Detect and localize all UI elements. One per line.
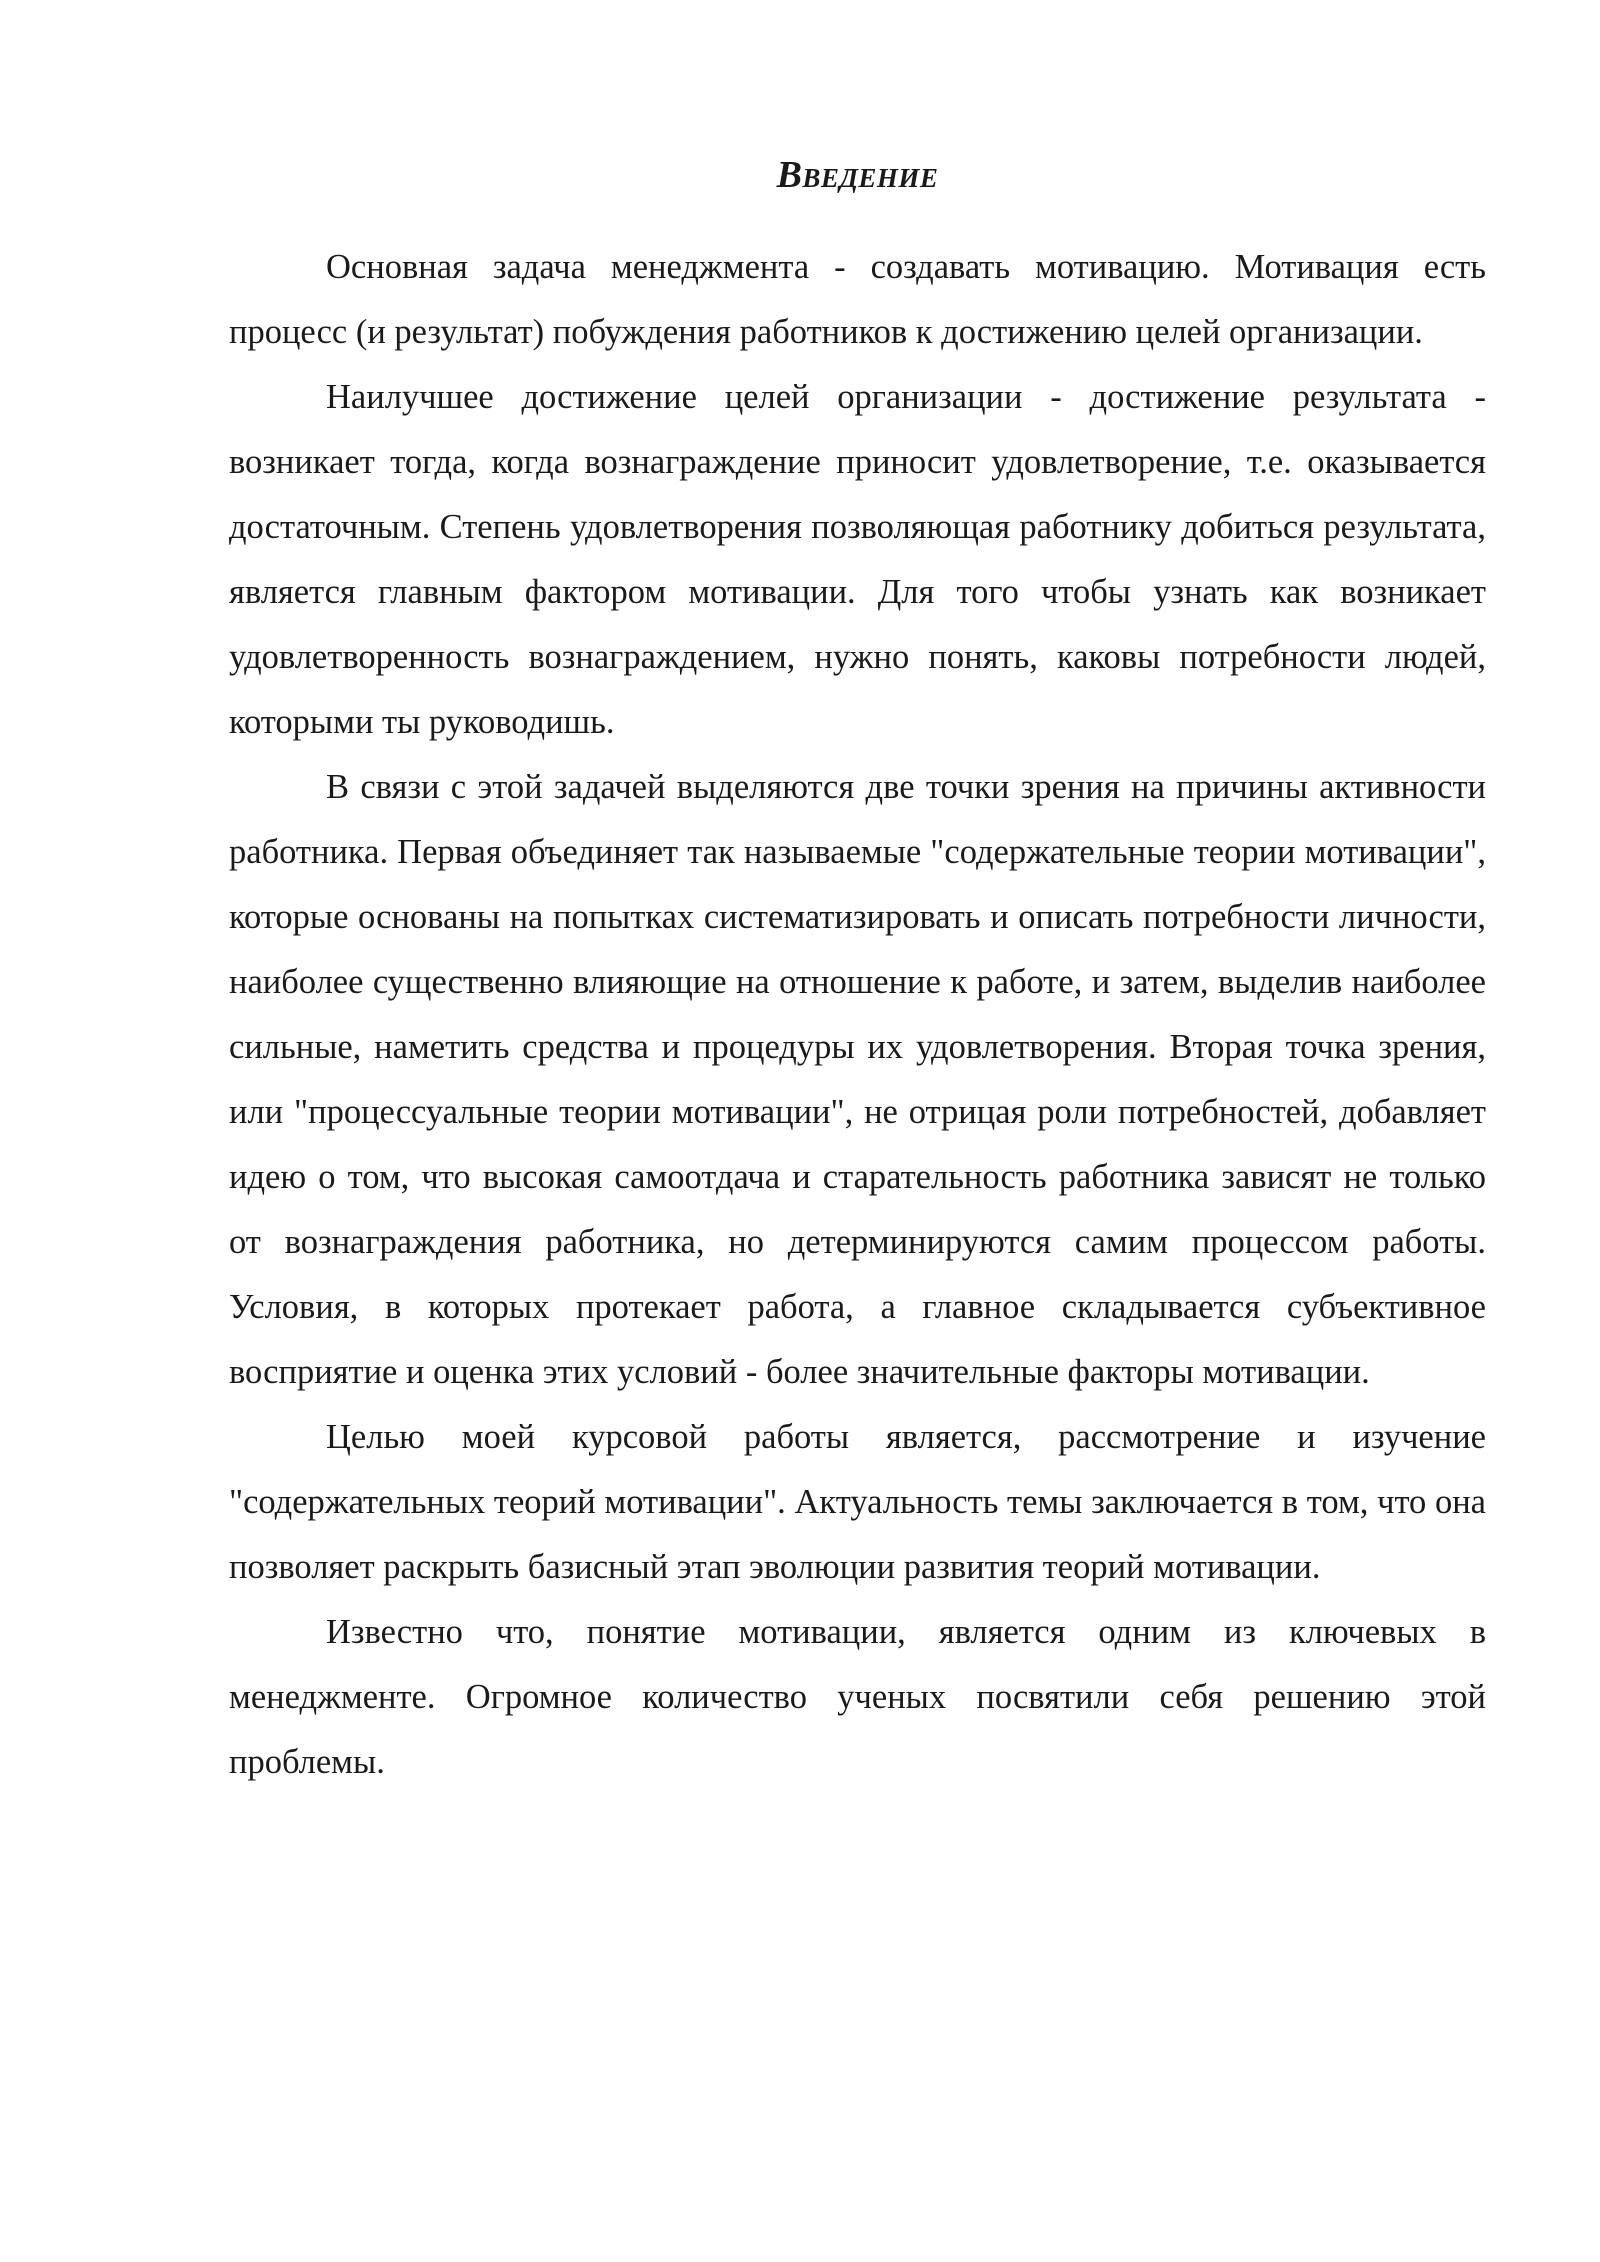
- paragraph-2: Наилучшее достижение целей организации - достижение результата - возникает тогда, когда вознаграждение приносит удовлетворение, т.е. оказывается достаточным. Степень удовлетворения позволяющая работнику добиться результата, является главным фактором мотивации. Для того чтобы узнать как возникает удовлетворенность вознаграждением, нужно понять, каковы потребности людей, которыми ты руководишь.: [229, 378, 1486, 741]
- document-page: [229, 150, 1486, 1795]
- document-title: Введение: [776, 154, 939, 196]
- paragraph-3: В связи с этой задачей выделяются две точки зрения на причины активности работника. Первая объединяет так называемые "содержательные теории мотивации", которые основаны на попытках систематизировать и описать потребности личности, наиболее существенно влияющие на отношение к работе, и затем, выделив наиболее сильные, наметить средства и процедуры их удовлетворения. Вторая точка зрения, или "процессуальные теории мотивации", не отрицая роли потребностей, добавляет идею о том, что высокая самоотдача и старательность работника зависят не только от вознаграждения работника, но детерминируются самим процессом работы. Условия, в которых протекает работа, а главное складывается субъективное восприятие и оценка этих условий - более значительные факторы мотивации.: [229, 768, 1486, 1391]
- paragraph-1: Основная задача менеджмента - создавать мотивацию. Мотивация есть процесс (и результат) побуждения работников к достижению целей организации.: [229, 248, 1486, 351]
- paragraph-4: Целью моей курсовой работы является, рассмотрение и изучение "содержательных теорий мотивации". Актуальность темы заключается в том, что она позволяет раскрыть базисный этап эволюции развития теорий мотивации.: [229, 1418, 1486, 1586]
- paragraph-5: Известно что, понятие мотивации, является одним из ключевых в менеджменте. Огромное количество ученых посвятили себя решению этой проблемы.: [229, 1613, 1486, 1781]
